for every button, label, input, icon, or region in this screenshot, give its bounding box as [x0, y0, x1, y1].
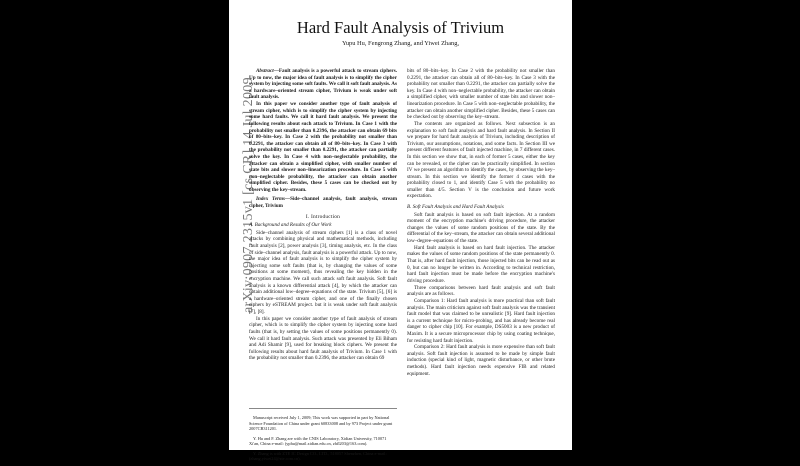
abstract-text: —Fault analysis is a powerful attack to stream ciphers. Up to now, the major idea of fault analysis is to simplify the cipher system by injecting some soft faults. We call it soft fault analysis. As a hardware–oriented stream cipher, Trivium is weak under soft fault analysis. [249, 68, 397, 101]
footnote: Manuscript received July 1, 2009; This work was supported in part by National Science Foundation of China under grant 60833008 and by 973 Project under grant 2007CB311201. [249, 415, 393, 432]
index-terms-text: —Side–channel analysis, fault analysis, stream cipher, Trivium [249, 196, 397, 210]
body-paragraph: Soft fault analysis is based on soft fault injection. At a random moment of the encryption machine's driving procedure, the attacker changes the values of some random positions of the state. By the differential of the key–stream, the attacker can obtain several additional low–degree–equations of the state. [407, 211, 555, 245]
section-heading-introduction: I. Introduction [305, 213, 341, 220]
arxiv-identifier: arXiv:0907.2315v1 [cs.CR] 14 Jul 2009 [241, 77, 256, 313]
body-paragraph: Comparison 1: Hard fault analysis is more practical than soft fault analysis. The main criticism against soft fault analysis was the transient fault model that was claimed to be unrealistic [9]. Hard fault injection is a current technique for micro-probing, and has already become real danger to cipher chip [10]. For example, DS5003 is a new product of Maxim. It is a secure microprocessor chip by using coating technique, for resisting hard fault injection. [407, 297, 555, 344]
author-line: Yupu Hu, Fengrong Zhang, and Yiwei Zhang, [341, 40, 460, 47]
subsection-heading-soft-hard: B. Soft Fault Analysis and Hard Fault Analysis [407, 204, 504, 211]
abstract-lead: Abstract [256, 68, 274, 74]
intro-paragraph-2: In this paper we consider another type of fault analysis of stream cipher, which is to simplify the cipher system by injecting some hard faults (that is, by setting the values of some positions permanently 0). We call it hard fault analysis. Such attack was presented by Eli Biham and Adi Shamir [9], used for breaking block ciphers. We present the following results about hard fault analysis of Trivium. In Case 1 with the probability not smaller than 0.2396, the attacker can obtain 69 [249, 315, 397, 362]
body-paragraph: Hard fault analysis is based on hard fault injection. The attacker makes the values of some random positions of the state permanently 0. That is, after hard fault injection, those injected bits can be read out as 0, but can no longer be written in. According to technical restriction, hard fault injection must be made before the encryption machine's driving procedure. [407, 244, 555, 284]
footnotes [249, 408, 397, 466]
footnote: Y. Zhang is with ZTE IC Design CO., LTD., 518057 Shenzhen, China e-mail: (zhang.yiwei24@zte.com.cn). [249, 450, 387, 462]
subsection-heading-background: A. Background and Results of Our Work [249, 222, 332, 229]
intro-paragraph-1: Side–channel analysis of stream ciphers [1] is a class of novel attacks by combining physical and mathematical methods, including fault analysis [2], power analysis [3], timing analysis, etc. In the class of side–channel analysis, fault analysis is a powerful attack. Up to now, the major idea of fault analysis is to simplify the cipher system by injecting some soft faults (that is, by changing the values of some positions at some moment), thus revealing the key hidden in the encryption machine. We call such attack soft fault analysis. Soft fault analysis is a known differential attack [4], by which the attacker can obtain additional low–degree–equations of the state. Trivium [5], [6] is a hardware–oriented stream cipher, and one of the finally chosen ciphers by eSTREAM project. but it is weak under soft fault analysis [7], [8]. [249, 229, 397, 315]
abstract-paragraph-2: In this paper we consider another type of fault analysis of stream cipher, which is to simplify the cipher system by injecting some hard faults. We call it hard fault analysis. We present the following results about such attack to Trivium. In Case 1 with the probability not smaller than 0.2396, the attacker can obtain 69 bits of 80–bits–key. In Case 2 with the probability not smaller than 0.2291, the attacker can obtain all of 80–bits–key. In Case 3 with the probability not smaller than 0.2291, the attacker can partially solve the key. In Case 4 with non–neglectable probability, the attacker can obtain a simplified cipher, with smaller number of state bits and slower non–linearization procedure. In Case 5 with non–neglectable probability, the attacker can obtain another simplified cipher. Besides, these 5 cases can be checked out by observing the key–stream. [249, 101, 397, 193]
right-column [407, 68, 555, 377]
body-paragraph: Three comparisons between hard fault analysis and soft fault analysis are as follows. [407, 284, 555, 298]
paper-title: Hard Fault Analysis of Trivium [296, 18, 505, 37]
index-terms-lead: Index Terms [256, 196, 285, 203]
body-paragraph: bits of 80–bits–key. In Case 2 with the probability not smaller than 0.2291, the attacker can obtain all of 80–bits–key. In Case 3 with the probability not smaller than 0.2291, the attacker can partially solve the key. In Case 4 with non–neglectable probability, the attacker can obtain a simplified cipher, with smaller number of state bits and slower non–linearization procedure. In Case 5 with non–neglectable probability, the attacker can obtain another simplified cipher. Besides, these 5 cases can be checked out by observing the key–stream. [407, 68, 555, 121]
left-column [249, 68, 397, 362]
body-paragraph: The contents are organized as follows. Next subsection is an explanation to soft fault analysis and hard fault analysis. In Section II we prepare for hard fault analysis of Trivium, including description of Trivium, our assumptions, notations, and some facts. In Section III we present different features of fault injected machine, in 7 different cases. In this section we show that, in each of former 5 cases, either the key can be revealed, or the cipher can be practically simplified. In section IV we present an algorithm to identify the cases, by observing the key–stream. In this section we identify the former 4 cases with the probability closed to 1, and identify Case 5 with the probability no smaller than 4/5. Section V is the conclusion and future work expectation. [407, 120, 555, 200]
paper-page [229, 0, 572, 462]
abstract-paragraph [249, 68, 397, 101]
body-paragraph: Comparison 2: Hard fault analysis is more expensive than soft fault analysis. Soft fault injection is assumed to be made by simple fault induction (special kind of light, magnetic disturbance, or other brute methods). Hard fault injection needs expensive FIB and related equipment. [407, 344, 555, 377]
footnote: Y. Hu and F. Zhang are with the CNIS Laboratory, Xidian University, 710071 Xi'an, China e-mail: (yphu@mail.xidian.edu.cn, zhfl203@163.com). [249, 435, 387, 447]
index-terms [249, 196, 397, 209]
